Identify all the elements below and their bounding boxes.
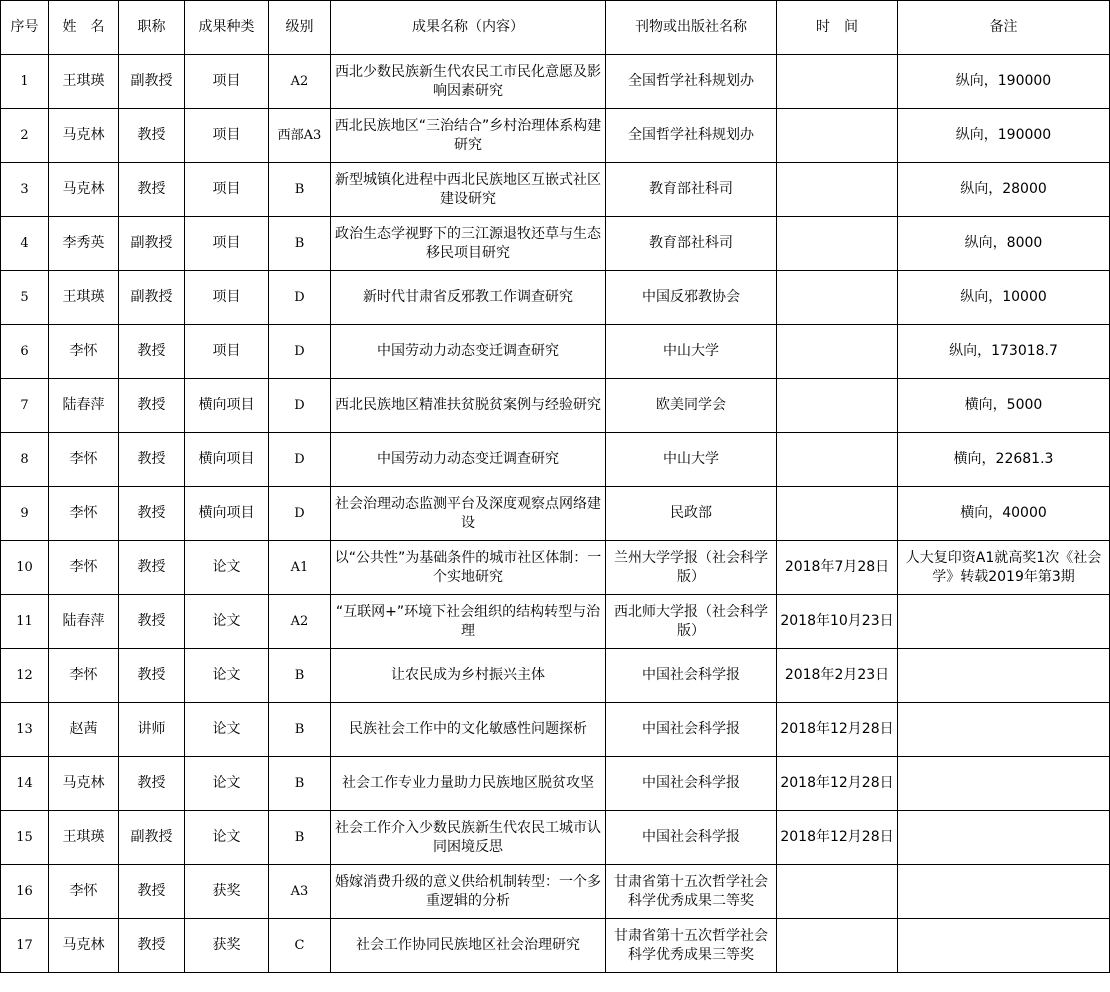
cell-title: 教授 [119, 865, 185, 919]
cell-date [777, 379, 898, 433]
header-name: 姓 名 [49, 1, 119, 55]
cell-remark [898, 865, 1110, 919]
cell-type: 项目 [185, 325, 269, 379]
cell-name: 李怀 [49, 865, 119, 919]
table-row [1, 595, 1110, 649]
cell-no: 1 [1, 55, 49, 109]
header-no: 序号 [1, 1, 49, 55]
cell-level: B [269, 703, 331, 757]
table-row [1, 811, 1110, 865]
cell-title: 教授 [119, 379, 185, 433]
cell-work: 社会治理动态监测平台及深度观察点网络建设 [331, 487, 606, 541]
cell-level: B [269, 811, 331, 865]
cell-no: 5 [1, 271, 49, 325]
cell-work: 新时代甘肃省反邪教工作调查研究 [331, 271, 606, 325]
table-row [1, 217, 1110, 271]
cell-publisher: 教育部社科司 [606, 163, 777, 217]
cell-no: 14 [1, 757, 49, 811]
cell-remark: 纵向，28000 [898, 163, 1110, 217]
cell-publisher: 西北师大学报（社会科学版） [606, 595, 777, 649]
cell-level: A3 [269, 865, 331, 919]
cell-name: 陆春萍 [49, 379, 119, 433]
cell-work: 西北民族地区“三治结合”乡村治理体系构建研究 [331, 109, 606, 163]
header-remark: 备注 [898, 1, 1110, 55]
table-row [1, 271, 1110, 325]
cell-remark: 纵向，190000 [898, 55, 1110, 109]
cell-type: 项目 [185, 163, 269, 217]
table-row [1, 703, 1110, 757]
cell-type: 论文 [185, 595, 269, 649]
cell-title: 副教授 [119, 811, 185, 865]
cell-no: 6 [1, 325, 49, 379]
header-type: 成果种类 [185, 1, 269, 55]
cell-date: 2018年7月28日 [777, 541, 898, 595]
table-row [1, 487, 1110, 541]
cell-date: 2018年12月28日 [777, 757, 898, 811]
cell-level: D [269, 325, 331, 379]
cell-type: 论文 [185, 649, 269, 703]
cell-level: D [269, 487, 331, 541]
cell-date [777, 919, 898, 973]
cell-publisher: 民政部 [606, 487, 777, 541]
cell-no: 10 [1, 541, 49, 595]
cell-remark: 横向，40000 [898, 487, 1110, 541]
cell-type: 横向项目 [185, 379, 269, 433]
cell-date: 2018年2月23日 [777, 649, 898, 703]
cell-no: 16 [1, 865, 49, 919]
cell-type: 横向项目 [185, 487, 269, 541]
cell-level: D [269, 433, 331, 487]
cell-title: 教授 [119, 541, 185, 595]
cell-work: 社会工作介入少数民族新生代农民工城市认同困境反思 [331, 811, 606, 865]
cell-work: 以“公共性”为基础条件的城市社区体制：一个实地研究 [331, 541, 606, 595]
cell-publisher: 全国哲学社科规划办 [606, 109, 777, 163]
table-row [1, 649, 1110, 703]
cell-type: 项目 [185, 109, 269, 163]
cell-date [777, 325, 898, 379]
table-row [1, 919, 1110, 973]
cell-title: 教授 [119, 433, 185, 487]
header-level: 级别 [269, 1, 331, 55]
table-row [1, 379, 1110, 433]
cell-publisher: 欧美同学会 [606, 379, 777, 433]
cell-publisher: 中山大学 [606, 325, 777, 379]
cell-no: 8 [1, 433, 49, 487]
table-row [1, 757, 1110, 811]
cell-remark: 纵向，10000 [898, 271, 1110, 325]
cell-date: 2018年12月28日 [777, 811, 898, 865]
cell-work: 新型城镇化进程中西北民族地区互嵌式社区建设研究 [331, 163, 606, 217]
cell-date [777, 55, 898, 109]
cell-name: 李怀 [49, 433, 119, 487]
cell-date [777, 109, 898, 163]
header-publisher: 刊物或出版社名称 [606, 1, 777, 55]
cell-no: 12 [1, 649, 49, 703]
cell-remark [898, 919, 1110, 973]
cell-title: 教授 [119, 595, 185, 649]
header-work: 成果名称（内容） [331, 1, 606, 55]
cell-publisher: 兰州大学学报（社会科学版） [606, 541, 777, 595]
cell-remark: 横向，5000 [898, 379, 1110, 433]
cell-name: 马克林 [49, 757, 119, 811]
cell-name: 马克林 [49, 109, 119, 163]
cell-date [777, 217, 898, 271]
table-body [1, 55, 1110, 973]
cell-level: D [269, 379, 331, 433]
cell-name: 陆春萍 [49, 595, 119, 649]
table-row [1, 325, 1110, 379]
cell-level: B [269, 163, 331, 217]
cell-work: 民族社会工作中的文化敏感性问题探析 [331, 703, 606, 757]
table-row [1, 433, 1110, 487]
cell-title: 教授 [119, 757, 185, 811]
cell-remark: 横向，22681.3 [898, 433, 1110, 487]
cell-title: 教授 [119, 649, 185, 703]
cell-title: 副教授 [119, 55, 185, 109]
cell-publisher: 甘肃省第十五次哲学社会科学优秀成果二等奖 [606, 865, 777, 919]
cell-work: 政治生态学视野下的三江源退牧还草与生态移民项目研究 [331, 217, 606, 271]
cell-work: 社会工作专业力量助力民族地区脱贫攻坚 [331, 757, 606, 811]
cell-level: A1 [269, 541, 331, 595]
cell-type: 获奖 [185, 865, 269, 919]
cell-name: 马克林 [49, 919, 119, 973]
cell-title: 讲师 [119, 703, 185, 757]
cell-remark: 纵向，190000 [898, 109, 1110, 163]
cell-no: 11 [1, 595, 49, 649]
table-row [1, 55, 1110, 109]
cell-work: 让农民成为乡村振兴主体 [331, 649, 606, 703]
cell-no: 13 [1, 703, 49, 757]
cell-type: 项目 [185, 217, 269, 271]
cell-publisher: 中山大学 [606, 433, 777, 487]
cell-name: 李怀 [49, 649, 119, 703]
cell-type: 横向项目 [185, 433, 269, 487]
cell-work: 中国劳动力动态变迁调查研究 [331, 325, 606, 379]
cell-publisher: 教育部社科司 [606, 217, 777, 271]
cell-title: 教授 [119, 487, 185, 541]
cell-name: 李怀 [49, 487, 119, 541]
cell-no: 3 [1, 163, 49, 217]
cell-name: 李怀 [49, 325, 119, 379]
cell-type: 项目 [185, 55, 269, 109]
cell-level: D [269, 271, 331, 325]
cell-publisher: 全国哲学社科规划办 [606, 55, 777, 109]
cell-remark [898, 703, 1110, 757]
header-date: 时 间 [777, 1, 898, 55]
cell-level: 西部A3 [269, 109, 331, 163]
cell-type: 论文 [185, 811, 269, 865]
cell-name: 王琪瑛 [49, 811, 119, 865]
cell-level: C [269, 919, 331, 973]
cell-type: 论文 [185, 757, 269, 811]
cell-work: 婚嫁消费升级的意义供给机制转型：一个多重逻辑的分析 [331, 865, 606, 919]
header-row [1, 1, 1110, 55]
cell-title: 副教授 [119, 217, 185, 271]
cell-title: 教授 [119, 109, 185, 163]
cell-type: 获奖 [185, 919, 269, 973]
cell-name: 赵茜 [49, 703, 119, 757]
cell-remark: 纵向，8000 [898, 217, 1110, 271]
cell-level: B [269, 649, 331, 703]
cell-level: B [269, 217, 331, 271]
cell-date: 2018年12月28日 [777, 703, 898, 757]
cell-name: 王琪瑛 [49, 55, 119, 109]
cell-title: 教授 [119, 919, 185, 973]
cell-work: 西北民族地区精准扶贫脱贫案例与经验研究 [331, 379, 606, 433]
table-row [1, 163, 1110, 217]
cell-publisher: 中国反邪教协会 [606, 271, 777, 325]
header-title: 职称 [119, 1, 185, 55]
cell-publisher: 中国社会科学报 [606, 811, 777, 865]
cell-remark [898, 811, 1110, 865]
cell-no: 4 [1, 217, 49, 271]
cell-date [777, 163, 898, 217]
cell-name: 李怀 [49, 541, 119, 595]
cell-no: 15 [1, 811, 49, 865]
cell-no: 17 [1, 919, 49, 973]
cell-name: 马克林 [49, 163, 119, 217]
cell-publisher: 中国社会科学报 [606, 703, 777, 757]
cell-title: 教授 [119, 163, 185, 217]
table-row [1, 109, 1110, 163]
cell-publisher: 甘肃省第十五次哲学社会科学优秀成果三等奖 [606, 919, 777, 973]
cell-remark [898, 757, 1110, 811]
cell-date [777, 487, 898, 541]
cell-work: 西北少数民族新生代农民工市民化意愿及影响因素研究 [331, 55, 606, 109]
cell-level: A2 [269, 55, 331, 109]
cell-no: 7 [1, 379, 49, 433]
cell-date [777, 433, 898, 487]
cell-no: 9 [1, 487, 49, 541]
cell-title: 副教授 [119, 271, 185, 325]
cell-remark: 人大复印资A1就高奖1次《社会学》转载2019年第3期 [898, 541, 1110, 595]
cell-publisher: 中国社会科学报 [606, 757, 777, 811]
cell-remark [898, 595, 1110, 649]
cell-name: 王琪瑛 [49, 271, 119, 325]
cell-type: 项目 [185, 271, 269, 325]
cell-work: 中国劳动力动态变迁调查研究 [331, 433, 606, 487]
cell-remark: 纵向，173018.7 [898, 325, 1110, 379]
cell-title: 教授 [119, 325, 185, 379]
cell-level: B [269, 757, 331, 811]
cell-date [777, 271, 898, 325]
cell-name: 李秀英 [49, 217, 119, 271]
cell-level: A2 [269, 595, 331, 649]
table-row [1, 541, 1110, 595]
cell-date: 2018年10月23日 [777, 595, 898, 649]
cell-date [777, 865, 898, 919]
cell-type: 论文 [185, 703, 269, 757]
table-row [1, 865, 1110, 919]
cell-remark [898, 649, 1110, 703]
cell-no: 2 [1, 109, 49, 163]
cell-type: 论文 [185, 541, 269, 595]
cell-publisher: 中国社会科学报 [606, 649, 777, 703]
cell-work: 社会工作协同民族地区社会治理研究 [331, 919, 606, 973]
cell-work: “互联网+”环境下社会组织的结构转型与治理 [331, 595, 606, 649]
